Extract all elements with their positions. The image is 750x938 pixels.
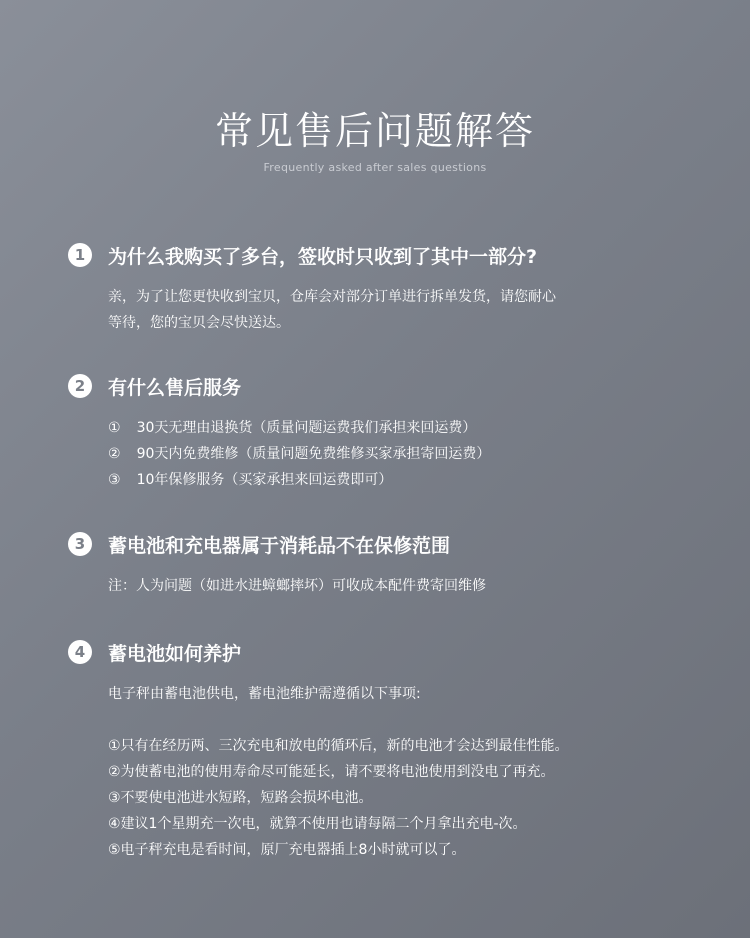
section-heading: 为什么我购买了多台，签收时只收到了其中一部分? <box>108 245 538 268</box>
item-text: 30天无理由退换货（质量问题运费我们承担来回运费） <box>136 420 477 436</box>
number-badge: 4 <box>68 640 92 664</box>
section-header <box>68 635 708 669</box>
item-text: 90天内免费维修（质量问题免费维修买家承担寄回运费） <box>136 446 491 462</box>
number-badge: 3 <box>68 532 92 556</box>
tip-line: ④建议1个星期充一次电，就算不使用也请每隔二个月拿出充电-次。 <box>108 816 527 832</box>
tip-line: ⑤电子秤充电是看时间，原厂充电器插上8小时就可以了。 <box>108 842 466 858</box>
tip-line: ①只有在经历两、三次充电和放电的循环后，新的电池才会达到最佳性能。 <box>108 738 569 754</box>
section-heading: 蓄电池和充电器属于消耗品不在保修范围 <box>108 534 451 557</box>
faq-section-4 <box>68 635 708 863</box>
list-item <box>108 415 708 441</box>
number-badge: 2 <box>68 374 92 398</box>
tip-line: ②为使蓄电池的使用寿命尽可能延长，请不要将电池使用到没电了再充。 <box>108 764 555 780</box>
item-marker: ① <box>108 420 121 436</box>
item-text: 10年保修服务（买家承担来回运费即可） <box>136 472 393 488</box>
page-subtitle: Frequently asked after sales questions <box>263 161 487 174</box>
faq-section-3 <box>68 527 708 599</box>
faq-section-1 <box>68 238 708 336</box>
tip-line: ③不要使电池进水短路，短路会损坏电池。 <box>108 790 373 806</box>
page-title: 常见售后问题解答 <box>214 109 535 153</box>
section-header <box>68 238 708 272</box>
section-header <box>68 369 708 403</box>
list-item <box>108 441 708 467</box>
section-body <box>108 284 708 336</box>
number-badge: 1 <box>68 243 92 267</box>
section-body <box>108 573 708 599</box>
section-body <box>108 681 708 863</box>
spacer <box>108 707 708 733</box>
section-header <box>68 527 708 561</box>
body-line: 等待，您的宝贝会尽快送达。 <box>108 315 290 331</box>
body-line: 注：人为问题（如进水进蟑螂摔坏）可收成本配件费寄回维修 <box>108 578 486 594</box>
section-heading: 蓄电池如何养护 <box>108 642 242 665</box>
body-line: 亲，为了让您更快收到宝贝，仓库会对部分订单进行拆单发货，请您耐心 <box>108 289 556 305</box>
list-item <box>108 467 708 493</box>
faq-section-2 <box>68 369 708 493</box>
service-list <box>108 415 708 493</box>
item-marker: ③ <box>108 472 121 488</box>
section-heading: 有什么售后服务 <box>108 376 242 399</box>
item-marker: ② <box>108 446 121 462</box>
intro-line: 电子秤由蓄电池供电，蓄电池维护需遵循以下事项: <box>108 686 421 702</box>
